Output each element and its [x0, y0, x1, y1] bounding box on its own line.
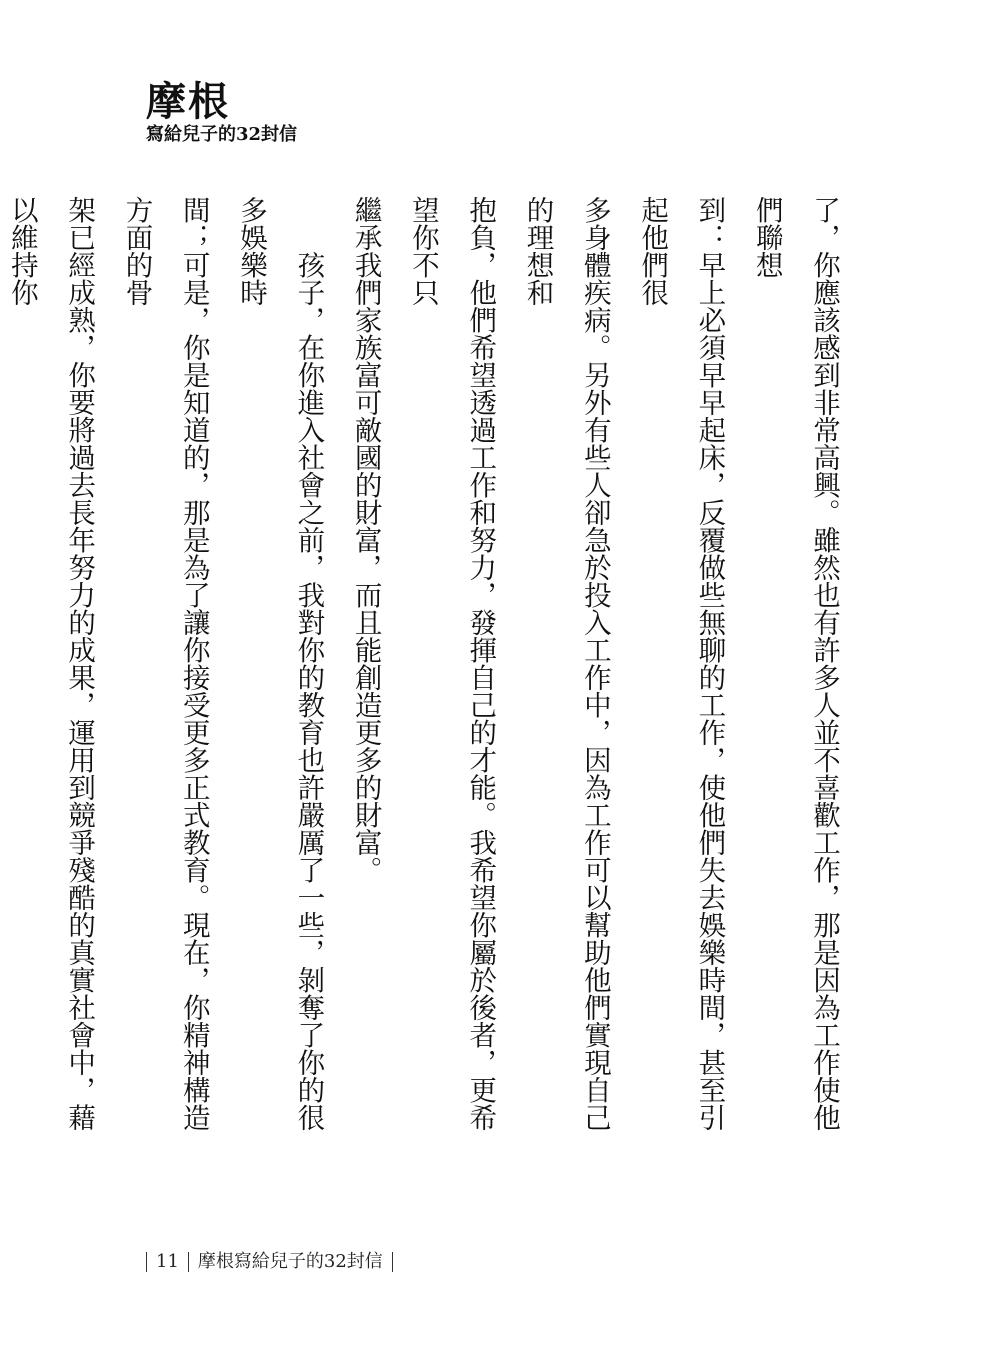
footer-divider [146, 1252, 147, 1272]
text-column: 繼承我們家族富可敵國的財富，而且能創造更多的財富。 [349, 196, 382, 884]
footer-book-title: 摩根寫給兒子的32封信 [197, 1251, 383, 1272]
page-footer [146, 1250, 402, 1274]
text-column: 到：早上必須早早起床，反覆做些無聊的工作，使他們失去娛樂時間，甚至引起他們很 [636, 196, 726, 1131]
page-header [146, 80, 297, 146]
text-column: 孩子，在你進入社會之前，我對你的教育也許嚴厲了一些，剝奪了你的很多娛樂時 [235, 196, 325, 1131]
text-column: 多身體疾病。另外有些人卻急於投入工作中，因為工作可以幫助他們實現自己的理想和 [521, 196, 611, 1131]
footer-divider [392, 1252, 393, 1272]
page-number: 11 [156, 1251, 179, 1272]
running-title: 摩根 [146, 78, 230, 125]
text-column: 了，你應該感到非常高興。雖然也有許多人並不喜歡工作，那是因為工作使他們聯想 [750, 196, 840, 1131]
text-column: 間；可是，你是知道的，那是為了讓你接受更多正式教育。現在，你精神構造方面的骨 [120, 196, 210, 1131]
footer-divider [188, 1252, 189, 1272]
text-column: 抱負，他們希望透過工作和努力，發揮自己的才能。我希望你屬於後者，更希望你不只 [406, 196, 497, 1131]
text-column: 架已經成熟，你要將過去長年努力的成果，運用到競爭殘酷的真實社會中，藉以維持你 [5, 196, 96, 1131]
vertical-body-text [0, 196, 852, 1156]
running-subtitle: 寫給兒子的32封信 [146, 124, 298, 145]
